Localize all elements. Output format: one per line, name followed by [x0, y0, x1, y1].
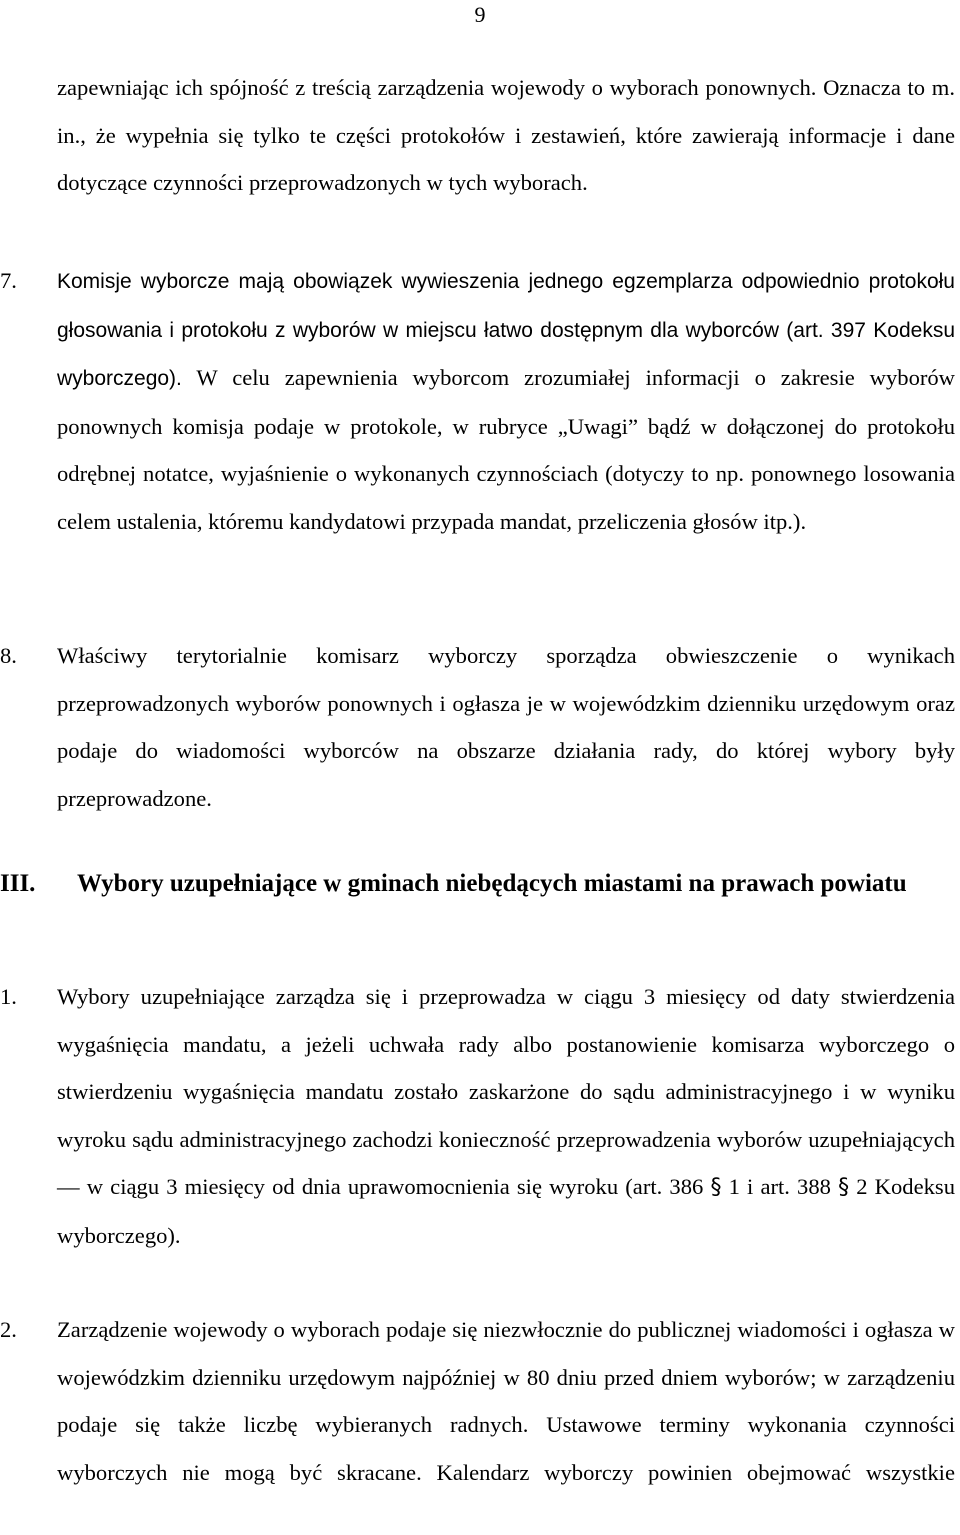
- section-sign-2: §: [838, 1175, 850, 1200]
- section-3-number: III.: [0, 870, 36, 897]
- item-7-text-c: ponownego losowania celem ustalenia, któremu kandydatowi przypada mandat, przeliczenia głosów itp.).: [57, 461, 955, 534]
- item-7-text-a: Komisje wyborcze mają obowiązek wywieszenia jednego egzemplarza odpowiednio protokołu głosowania i protokołu z wyborów w miejscu łatwo dostępnym dla wyborców (art. 397 Kodeksu wyborczego).: [57, 270, 955, 390]
- section-3-title: Wybory uzupełniające w gminach niebędących miastami na prawach powiatu: [77, 870, 907, 897]
- item-8-paragraph: Właściwy terytorialnie komisarz wyborczy sporządza obwieszczenie o wynikach przeprowadzonych wyborów ponownych i ogłasza je w wojewódzkim dzienniku urzędowym oraz podaje do wiadomości wyborców na obszarze działania rady, do której wybory były przeprowadzone.: [57, 643, 955, 811]
- item-7-number: 7.: [0, 268, 17, 293]
- s3-item-1-text-b: w ciągu 3 miesięcy od dnia uprawomocnienia się wyroku (art. 386: [86, 1174, 704, 1199]
- item-7-text-b: W celu zapewnienia wyborcom zrozumiałej informacji o zakresie wyborów ponownych komisja podaje w protokole, w rubryce „Uwagi” bądź w dołączonej do protokołu odrębnej notatce, wyjaśnienie o wykonanych czynnościach (dotyczy to np.: [57, 365, 956, 486]
- s3-item-1-number: 1.: [0, 984, 17, 1009]
- item-8-number: 8.: [0, 643, 17, 668]
- s3-item-2-number: 2.: [0, 1317, 17, 1342]
- s3-item-1-paragraph: [57, 973, 955, 1259]
- intro-paragraph: zapewniając ich spójność z treścią zarządzenia wojewody o wyborach ponownych. Oznacza to m. in., że wypełnia się tylko te części protokołów i zestawień, które zawierają informacje i dane dotyczące czynności przeprowadzonych w tych wyborach.: [57, 75, 955, 195]
- em-dash: —: [57, 1174, 80, 1199]
- s3-item-2-paragraph: Zarządzenie wojewody o wyborach podaje się niezwłocznie do publicznej wiadomości i ogłasza w wojewódzkim dzienniku urzędowym najpóźniej w 80 dniu przed dniem wyborów; w zarządzeniu podaje się także liczbę wybieranych radnych. Ustawowe terminy wykonania czynności wyborczych nie mogą być skracane. Kalendarz wyborczy powinien obejmować wszystkie: [57, 1317, 955, 1485]
- page-number: 9: [474, 2, 486, 27]
- s3-item-1-text-d: 2 Kodeksu wyborczego).: [57, 1174, 955, 1248]
- section-sign-1: §: [710, 1175, 722, 1200]
- item-7-paragraph: [57, 257, 955, 545]
- s3-item-1-text-c: 1 i art. 388: [728, 1174, 831, 1199]
- s3-item-1-text-a: Wybory uzupełniające zarządza się i przeprowadza w ciągu 3 miesięcy od daty stwierdzenia wygaśnięcia mandatu, a jeżeli uchwała rady albo postanowienie komisarza wyborczego o stwierdzeniu wygaśnięcia mandatu zostało zaskarżone do sądu administracyjnego i w wyniku wyroku sądu administracyjnego zachodzi konieczność przeprowadzenia wyborów uzupełniających: [57, 984, 955, 1152]
